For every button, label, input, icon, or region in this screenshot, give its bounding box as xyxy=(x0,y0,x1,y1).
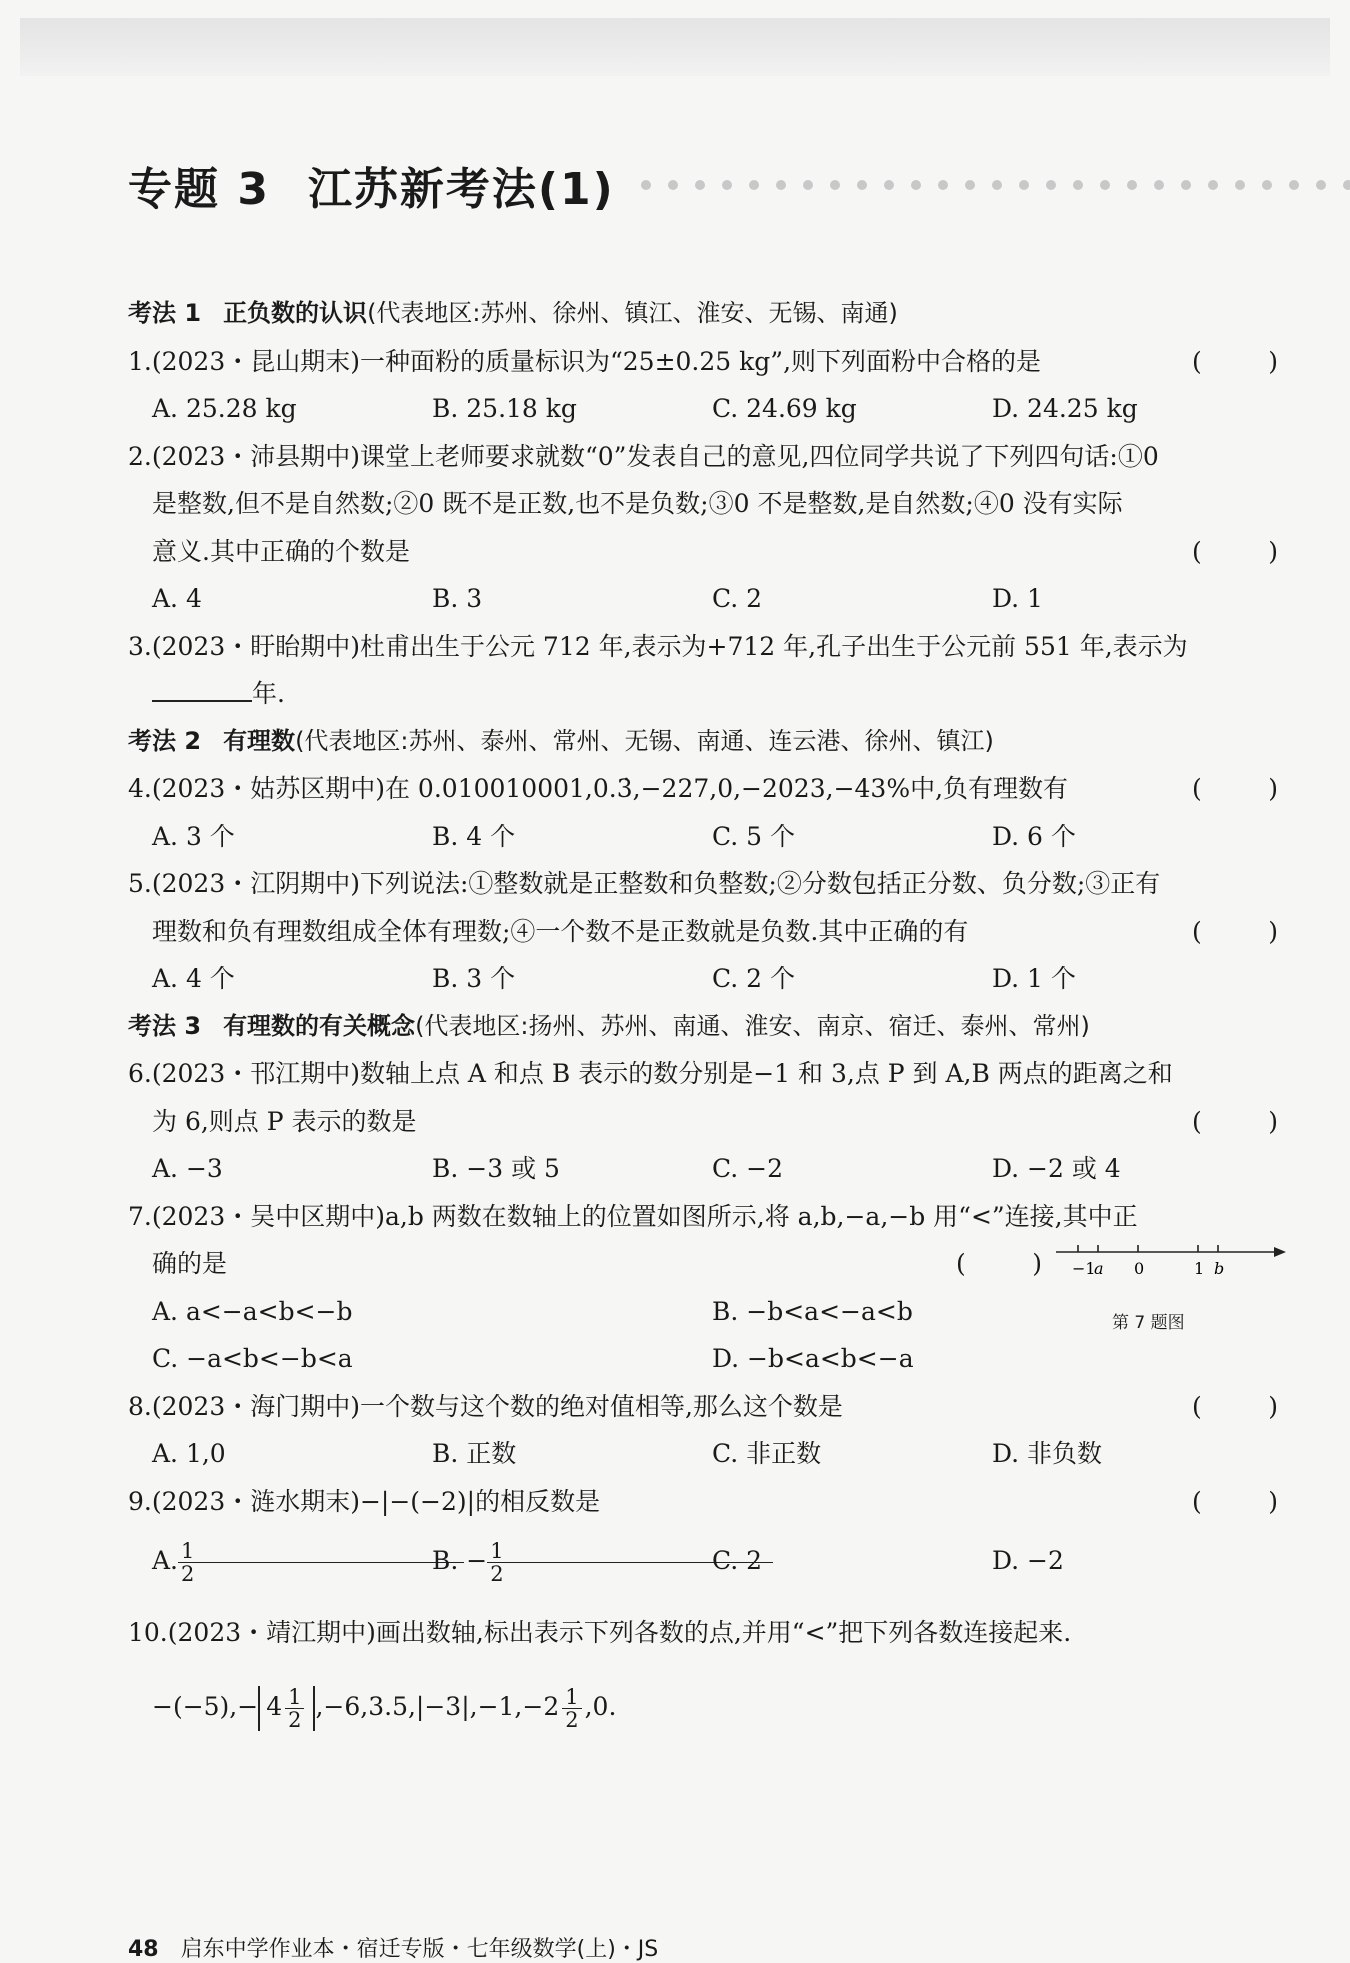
option[interactable]: A. a<−a<b<−b xyxy=(152,1296,353,1326)
question-10-number-list: −(−5),− 4 $\frac{1}{2}$ ,−6,3.5,|−3|,−1,−2 $\frac{1}{2}$ ,0. xyxy=(152,1684,617,1732)
arrow-head-icon xyxy=(1274,1247,1286,1257)
option[interactable]: C. 非正数 xyxy=(712,1439,822,1468)
answer-blank[interactable]: ( ) xyxy=(1192,916,1278,946)
option[interactable]: A. 3 个 xyxy=(152,821,235,851)
question-1-stem: 1.(2023・昆山期末)一种面粉的质量标识为“25±0.25 kg”,则下列面粉中合格的是 ( ) xyxy=(128,338,1278,386)
fraction: $\frac{1}{2}$ xyxy=(490,1540,770,1585)
page-title xyxy=(128,153,615,217)
option[interactable]: B. 3 xyxy=(432,584,483,613)
question-5-line: 理数和负有理数组成全体有理数;④一个数不是正数就是负数.其中正确的有 ( ) xyxy=(128,908,1278,956)
question-content xyxy=(128,290,1278,1743)
section-heading: 考法 2 有理数(代表地区:苏州、泰州、常州、无锡、南通、连云港、徐州、镇江) xyxy=(128,726,994,755)
question-4-options xyxy=(128,813,1278,861)
option[interactable]: C. 2 xyxy=(712,1546,763,1575)
option[interactable]: A. $\frac{1}{2}$ xyxy=(152,1525,432,1597)
fraction: $\frac{1}{2}$ xyxy=(285,1686,304,1731)
option[interactable]: D. −b<a<b<−a xyxy=(712,1344,914,1373)
option[interactable]: A. −3 xyxy=(152,1154,223,1183)
option[interactable]: A. 1,0 xyxy=(152,1439,226,1468)
answer-blank[interactable]: ( ) xyxy=(1192,1106,1278,1136)
option[interactable]: B. 正数 xyxy=(432,1439,517,1468)
question-6-line: 6.(2023・邗江期中)数轴上点 A 和点 B 表示的数分别是−1 和 3,点 P 到 A,B 两点的距离之和 xyxy=(128,1059,1173,1088)
answer-blank[interactable]: ( ) xyxy=(1192,1486,1278,1516)
question-8-options xyxy=(128,1430,1278,1478)
option[interactable]: C. 5 个 xyxy=(712,821,795,851)
question-7-line: 确的是 ( ) xyxy=(128,1240,1278,1288)
option[interactable]: B. 4 个 xyxy=(432,821,516,851)
question-8-stem: 8.(2023・海门期中)一个数与这个数的绝对值相等,那么这个数是 ( ) xyxy=(128,1383,1278,1431)
answer-blank[interactable]: ( ) xyxy=(1192,1391,1278,1421)
option[interactable]: D. 非负数 xyxy=(992,1439,1103,1468)
fraction: $\frac{1}{2}$ xyxy=(181,1540,461,1585)
question-5-line: 5.(2023・江阴期中)下列说法:①整数就是正整数和负整数;②分数包括正分数、负分数;③正有 xyxy=(128,869,1161,898)
answer-blank[interactable]: ( ) xyxy=(956,1249,1042,1278)
book-title: 启东中学作业本・宿迁专版・七年级数学(上)・JS xyxy=(180,1937,659,1962)
page-number: 48 xyxy=(128,1937,159,1962)
question-7-line: 7.(2023・吴中区期中)a,b 两数在数轴上的位置如图所示,将 a,b,−a,−b 用“<”连接,其中正 xyxy=(128,1201,1138,1231)
question-5-options xyxy=(128,955,1278,1003)
answer-blank[interactable]: ( ) xyxy=(1192,346,1278,376)
option[interactable]: C. 2 个 xyxy=(712,964,795,993)
title-dots-decoration xyxy=(641,180,1350,190)
option[interactable]: B. − $\frac{1}{2}$ xyxy=(432,1525,712,1597)
absolute-value: 4 $\frac{1}{2}$ xyxy=(258,1686,315,1731)
question-3-line: 年. xyxy=(128,670,1278,718)
option[interactable]: A. 4 个 xyxy=(152,964,235,993)
question-2-line: 是整数,但不是自然数;②0 既不是正数,也不是负数;③0 不是整数,是自然数;④0 没有实际 xyxy=(152,489,1123,518)
topic-number: 专题 3 xyxy=(128,164,270,215)
option[interactable]: D. 24.25 kg xyxy=(992,394,1138,423)
option[interactable]: B. −b<a<−a<b xyxy=(712,1296,913,1326)
title-row xyxy=(128,150,1350,220)
section-heading: 考法 1 正负数的认识(代表地区:苏州、徐州、镇江、淮安、无锡、南通) xyxy=(128,299,898,327)
tick-label: a xyxy=(1094,1259,1104,1278)
option[interactable]: C. 24.69 kg xyxy=(712,394,857,423)
page-footer xyxy=(128,1932,658,1963)
question-2-line: 意义.其中正确的个数是 ( ) xyxy=(128,528,1278,576)
option[interactable]: D. −2 xyxy=(992,1546,1064,1575)
answer-blank[interactable]: ( ) xyxy=(1192,774,1278,803)
fill-blank[interactable] xyxy=(152,674,252,702)
section-heading: 考法 3 有理数的有关概念(代表地区:扬州、苏州、南通、淮安、南京、宿迁、泰州、常州) xyxy=(128,1011,1090,1040)
answer-blank[interactable]: ( ) xyxy=(1192,536,1278,566)
tick-label: −1 xyxy=(1072,1259,1096,1278)
option[interactable]: C. −2 xyxy=(712,1154,783,1183)
question-10-stem: 10.(2023・靖江期中)画出数轴,标出表示下列各数的点,并用“<”把下列各数连接起来. xyxy=(128,1618,1072,1647)
question-2-line: 2.(2023・沛县期中)课堂上老师要求就数“0”发表自己的意见,四位同学共说了下列四句话:①0 xyxy=(128,441,1159,471)
option[interactable]: C. 2 xyxy=(712,584,763,613)
question-4-stem: 4.(2023・姑苏区期中)在 0.010010001,0.3̇,−227,0,−2023,−43%中,负有理数有 ( ) xyxy=(128,765,1278,813)
option[interactable]: D. −2 或 4 xyxy=(992,1154,1121,1183)
option[interactable]: B. −3 或 5 xyxy=(432,1154,560,1183)
option[interactable]: B. 3 个 xyxy=(432,964,516,993)
top-gray-band xyxy=(20,18,1330,76)
question-9-options xyxy=(128,1525,1278,1597)
question-9-stem: 9.(2023・涟水期末)−|−(−2)|的相反数是 ( ) xyxy=(128,1478,1278,1526)
tick-label: 0 xyxy=(1134,1259,1145,1278)
option[interactable]: B. 25.18 kg xyxy=(432,394,577,423)
option[interactable]: A. 25.28 kg xyxy=(152,394,297,423)
question-2-options xyxy=(128,575,1278,623)
number-line-figure xyxy=(1052,1240,1292,1350)
option[interactable]: D. 6 个 xyxy=(992,821,1076,851)
tick-label: b xyxy=(1214,1259,1225,1278)
option[interactable]: C. −a<b<−b<a xyxy=(152,1344,353,1373)
topic-title: 江苏新考法(1) xyxy=(307,164,615,215)
option[interactable]: A. 4 xyxy=(152,584,202,613)
option[interactable]: D. 1 个 xyxy=(992,964,1076,993)
option[interactable]: D. 1 xyxy=(992,584,1043,613)
question-1-options xyxy=(128,385,1278,433)
question-6-options xyxy=(128,1145,1278,1193)
fraction: $\frac{1}{2}$ xyxy=(562,1686,581,1731)
question-6-line: 为 6,则点 P 表示的数是 ( ) xyxy=(128,1098,1278,1146)
figure-caption: 第 7 题图 xyxy=(1112,1313,1185,1333)
tick-label: 1 xyxy=(1194,1259,1205,1278)
question-3-line: 3.(2023・盱眙期中)杜甫出生于公元 712 年,表示为+712 年,孔子出生于公元前 551 年,表示为 xyxy=(128,631,1188,661)
